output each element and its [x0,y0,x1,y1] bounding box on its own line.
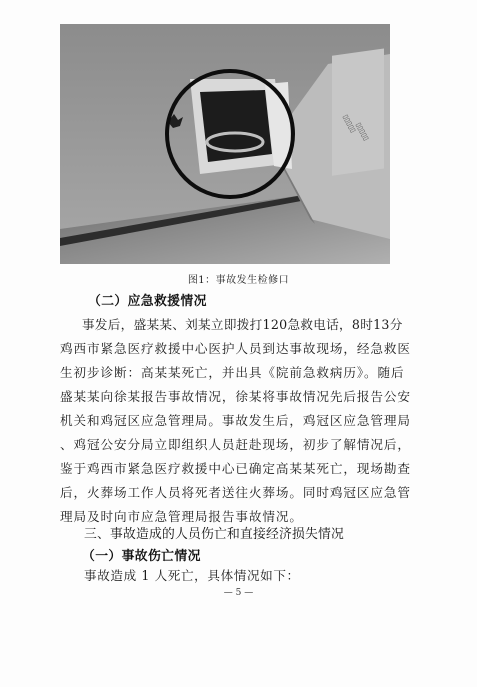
figure-caption: 图1：事故发生检修口 [187,275,290,286]
rescue-paragraph-line: 鉴于鸡西市紧急医疗救援中心已确定高某某死亡，现场勘查 [60,461,411,476]
accident-site-photo [60,24,390,264]
casualty-text: 事故造成 1 人死亡，具体情况如下： [84,568,300,583]
rescue-paragraph-line: 理局及时向市应急管理局报告事故情况。 [60,509,303,524]
rescue-paragraph-line: 盛某某向徐某报告事故情况，徐某将事故情况先后报告公安 [60,389,411,404]
rescue-heading: （二）应急救援情况 [88,294,207,309]
casualty-heading: （一）事故伤亡情况 [82,549,201,564]
rescue-paragraph-line: 、鸡冠公安分局立即组织人员赶赴现场，初步了解情况后， [60,437,411,452]
access-hatch-image [60,24,390,264]
rescue-paragraph-line: 生初步诊断：高某某死亡，并出具《院前急救病历》。随后 [60,365,405,380]
page-number: — 5 — [223,588,254,598]
rescue-paragraph-line: 后，火葬场工作人员将死者送往火葬场。同时鸡冠区应急管 [60,485,411,500]
svg-text:▯▯▯▯▯: ▯▯▯▯▯ [341,113,358,134]
rescue-paragraph-line: 事发后，盛某某、刘某立即拨打120急救电话，8时13分 [82,317,403,332]
rescue-paragraph-line: 鸡西市紧急医疗救援中心医护人员到达事故现场，经急救医 [60,341,411,356]
rescue-paragraph-line: 机关和鸡冠区应急管理局。事故发生后，鸡冠区应急管理局 [60,413,411,428]
losses-heading: 三、事故造成的人员伤亡和直接经济损失情况 [84,527,344,542]
svg-text:▯▯▯▯▯: ▯▯▯▯▯ [354,121,371,142]
